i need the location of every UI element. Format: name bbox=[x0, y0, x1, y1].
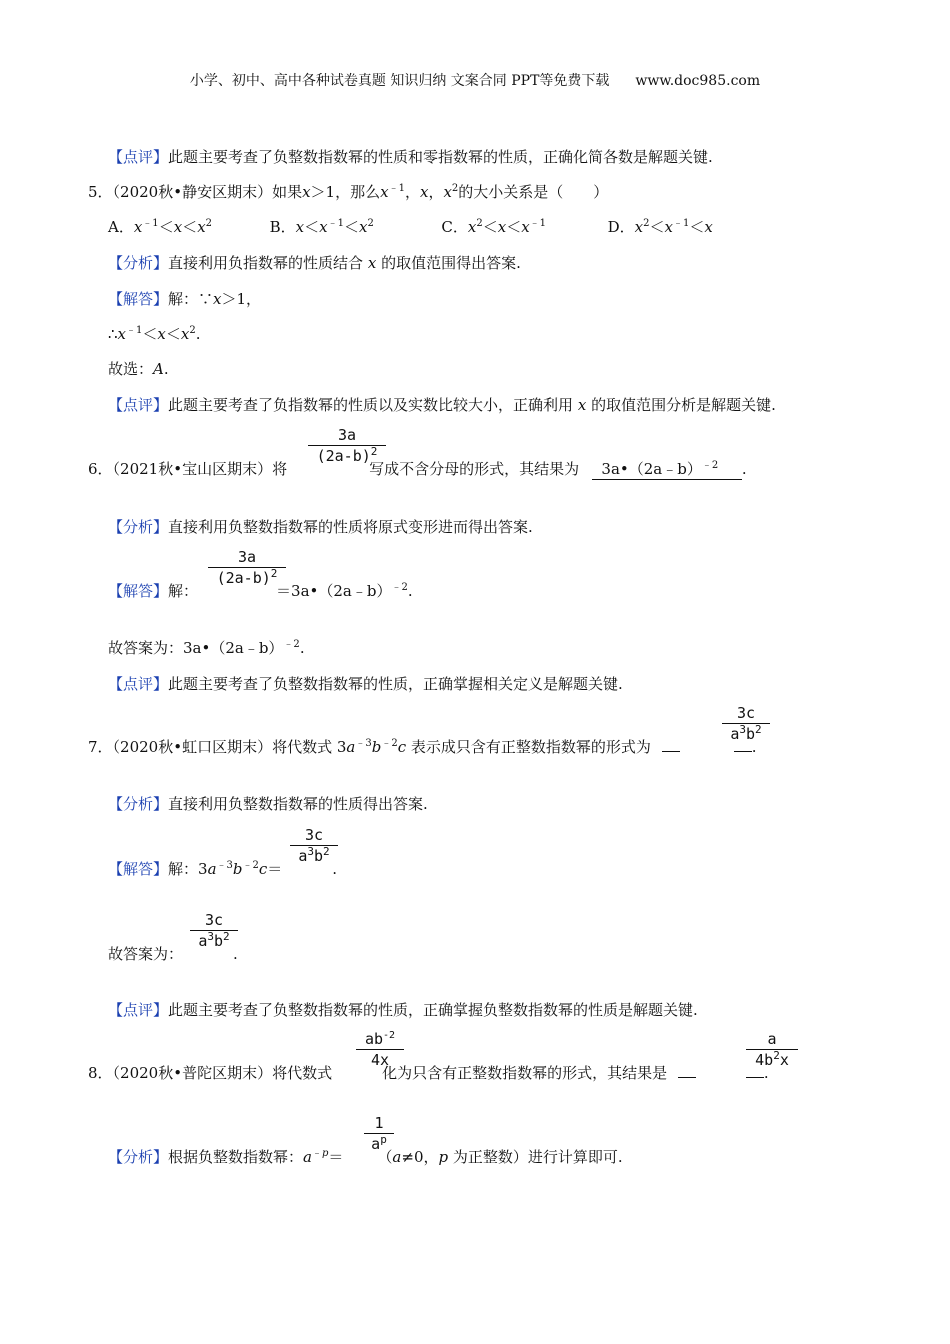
q8-stem-fraction: $ab^{-2}$ 4x bbox=[356, 1030, 404, 1069]
q7-stem-fraction: 3c $a^3b^2$ bbox=[722, 704, 770, 743]
q7-stem: 7．（2020秋•虹口区期末）将代数式 $3a^{﹣3}b^{﹣2}c$ 表示成只含有正整数指数幂的形式为 . bbox=[88, 738, 757, 756]
q6-stem: 6．（2021秋•宝山区期末）将 写成不含分母的形式，其结果为 3a•（2a﹣b）$^{﹣2}$ . bbox=[88, 460, 747, 478]
q6-analysis: 【分析】直接利用负整数指数幂的性质将原式变形进而得出答案. bbox=[108, 518, 533, 536]
q7-final: 故答案为： . bbox=[108, 945, 238, 963]
q7-analysis: 【分析】直接利用负整数指数幂的性质得出答案. bbox=[108, 795, 428, 813]
q6-stem-fraction: 3a $(2a-b)^2$ bbox=[308, 426, 386, 465]
q5-answer: 【解答】解：∵x＞1， bbox=[108, 290, 262, 308]
q7-answer: 【解答】解：$3a^{﹣3}b^{﹣2}c=$ . bbox=[108, 860, 338, 878]
q7-final-fraction: 3c $a^3b^2$ bbox=[190, 911, 238, 950]
q8-result-fraction: a $4b^2x$ bbox=[746, 1030, 798, 1069]
q5-analysis: 【分析】直接利用负指数幂的性质结合 x 的取值范围得出答案. bbox=[108, 254, 521, 272]
q4-comment: 【点评】此题主要考查了负整数指数幂的性质和零指数幂的性质，正确化简各数是解题关键. bbox=[108, 148, 713, 166]
q8-analysis-fraction: 1 $a^p$ bbox=[364, 1114, 394, 1153]
q5-therefore: $\therefore x^{﹣1}<x<x^2$. bbox=[108, 325, 201, 343]
header-text: 小学、初中、高中各种试卷真题 知识归纳 文案合同 PPT等免费下载 bbox=[189, 73, 610, 89]
option-a[interactable]: A．$x^{﹣1}<x<x^2$ bbox=[108, 218, 213, 236]
option-d[interactable]: D．$x^2<x^{﹣1}<x$ bbox=[607, 218, 713, 236]
option-b[interactable]: B．$x<x^{﹣1}<x^2$ bbox=[269, 218, 374, 236]
q7-answer-fraction: 3c $a^3b^2$ bbox=[290, 826, 338, 865]
q7-comment: 【点评】此题主要考查了负整数指数幂的性质，正确掌握负整数指数幂的性质是解题关键. bbox=[108, 1001, 698, 1019]
q5-options bbox=[108, 216, 713, 237]
q5-choice: 故选：A. bbox=[108, 360, 169, 378]
q6-answer-fraction: 3a $(2a-b)^2$ bbox=[208, 548, 286, 587]
q8-analysis: 【分析】根据负整数指数幂：$a^{﹣p}= (a\ne 0$，p 为正整数）进行计算即可. bbox=[108, 1148, 623, 1166]
q6-result-blank: 3a•（2a﹣b）$^{﹣2}$ bbox=[592, 458, 742, 480]
q5-stem: 5．（2020秋•静安区期末）如果x＞1，那么$x^{﹣1}$，x，$x^2$的大小关系是（ ） bbox=[88, 183, 609, 201]
q6-answer: 【解答】解： ＝3a•（2a﹣b）$^{﹣2}$. bbox=[108, 582, 413, 600]
page-header bbox=[0, 70, 950, 90]
q6-final: 故答案为：3a•（2a﹣b）$^{﹣2}$. bbox=[108, 639, 305, 657]
q6-comment: 【点评】此题主要考查了负整数指数幂的性质，正确掌握相关定义是解题关键. bbox=[108, 675, 623, 693]
header-url[interactable]: www.doc985.com bbox=[635, 73, 761, 89]
option-c[interactable]: C．$x^2<x<x^{﹣1}$ bbox=[441, 218, 547, 236]
q5-comment: 【点评】此题主要考查了负指数幂的性质以及实数比较大小，正确利用 x 的取值范围分析是解题关键. bbox=[108, 396, 776, 414]
q8-stem: 8．（2020秋•普陀区期末）将代数式 化为只含有正整数指数幂的形式，其结果是 . bbox=[88, 1064, 769, 1082]
